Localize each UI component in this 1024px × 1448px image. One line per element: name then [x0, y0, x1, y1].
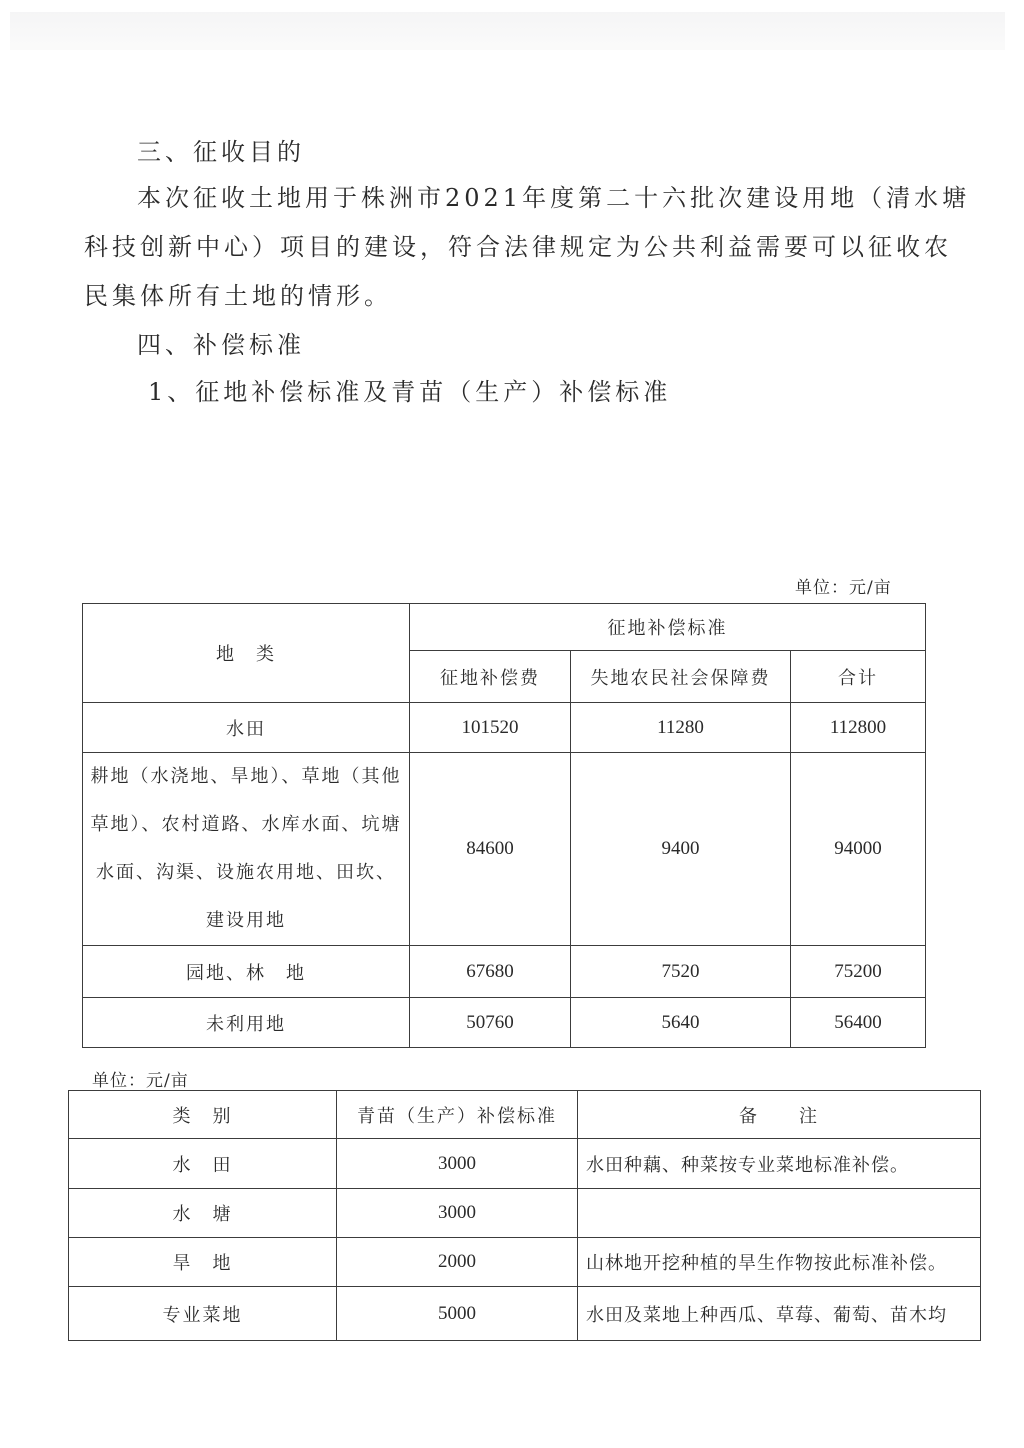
scan-artifact — [10, 12, 1005, 50]
social-cell: 5640 — [571, 998, 791, 1048]
standard-cell: 3000 — [337, 1139, 578, 1189]
table-row — [69, 1139, 981, 1189]
table2-unit-label: 单位：元/亩 — [92, 1071, 189, 1091]
standard-cell: 2000 — [337, 1238, 578, 1287]
table-row — [69, 1238, 981, 1287]
table-row — [69, 1287, 981, 1341]
total-cell: 75200 — [791, 946, 926, 998]
fee-cell: 67680 — [410, 946, 571, 998]
land-type-cell: 水田 — [83, 703, 410, 753]
purpose-paragraph-line: 民集体所有土地的情形。 — [84, 282, 392, 310]
section-heading-compensation: 四、补偿标准 — [137, 331, 305, 359]
header-land-compensation-fee: 征地补偿费 — [410, 651, 571, 703]
table-row — [83, 946, 926, 998]
land-type-cell: 未利用地 — [83, 998, 410, 1048]
note-cell — [578, 1189, 981, 1238]
total-cell: 94000 — [791, 753, 926, 946]
crop-compensation-table — [68, 1090, 981, 1341]
fee-cell: 101520 — [410, 703, 571, 753]
header-land-type: 地 类 — [83, 604, 410, 703]
note-cell: 水田种藕、种菜按专业菜地标准补偿。 — [578, 1139, 981, 1189]
category-cell: 旱 地 — [69, 1238, 337, 1287]
social-cell: 9400 — [571, 753, 791, 946]
header-total: 合计 — [791, 651, 926, 703]
fee-cell: 84600 — [410, 753, 571, 946]
standard-cell: 5000 — [337, 1287, 578, 1341]
total-cell: 112800 — [791, 703, 926, 753]
header-category: 类 别 — [69, 1091, 337, 1139]
table-row — [83, 998, 926, 1048]
land-type-cell: 园地、林 地 — [83, 946, 410, 998]
land-type-cell: 耕地（水浇地、旱地）、草地（其他草地）、农村道路、水库水面、坑塘水面、沟渠、设施农用地、田坎、建设用地 — [83, 753, 410, 946]
note-cell: 山林地开挖种植的旱生作物按此标准补偿。 — [578, 1238, 981, 1287]
purpose-paragraph-line: 本次征收土地用于株洲市2021年度第二十六批次建设用地（清水塘 — [137, 184, 971, 212]
header-crop-standard: 青苗（生产）补偿标准 — [337, 1091, 578, 1139]
category-cell: 水 塘 — [69, 1189, 337, 1238]
header-compensation-standard: 征地补偿标准 — [410, 604, 926, 651]
table-row — [83, 753, 926, 946]
purpose-paragraph-line: 科技创新中心）项目的建设，符合法律规定为公共利益需要可以征收农 — [84, 233, 952, 261]
social-cell: 7520 — [571, 946, 791, 998]
fee-cell: 50760 — [410, 998, 571, 1048]
table1-unit-label: 单位：元/亩 — [795, 578, 892, 598]
section-heading-purpose: 三、征收目的 — [137, 138, 305, 166]
land-compensation-table — [82, 603, 926, 1048]
table-row — [69, 1189, 981, 1238]
note-cell: 水田及菜地上种西瓜、草莓、葡萄、苗木均 — [578, 1287, 981, 1341]
total-cell: 56400 — [791, 998, 926, 1048]
standard-cell: 3000 — [337, 1189, 578, 1238]
category-cell: 专业菜地 — [69, 1287, 337, 1341]
subsection-heading: 1、征地补偿标准及青苗（生产）补偿标准 — [148, 378, 672, 406]
social-cell: 11280 — [571, 703, 791, 753]
header-social-security-fee: 失地农民社会保障费 — [571, 651, 791, 703]
category-cell: 水 田 — [69, 1139, 337, 1189]
table-row — [83, 703, 926, 753]
header-note: 备 注 — [578, 1091, 981, 1139]
